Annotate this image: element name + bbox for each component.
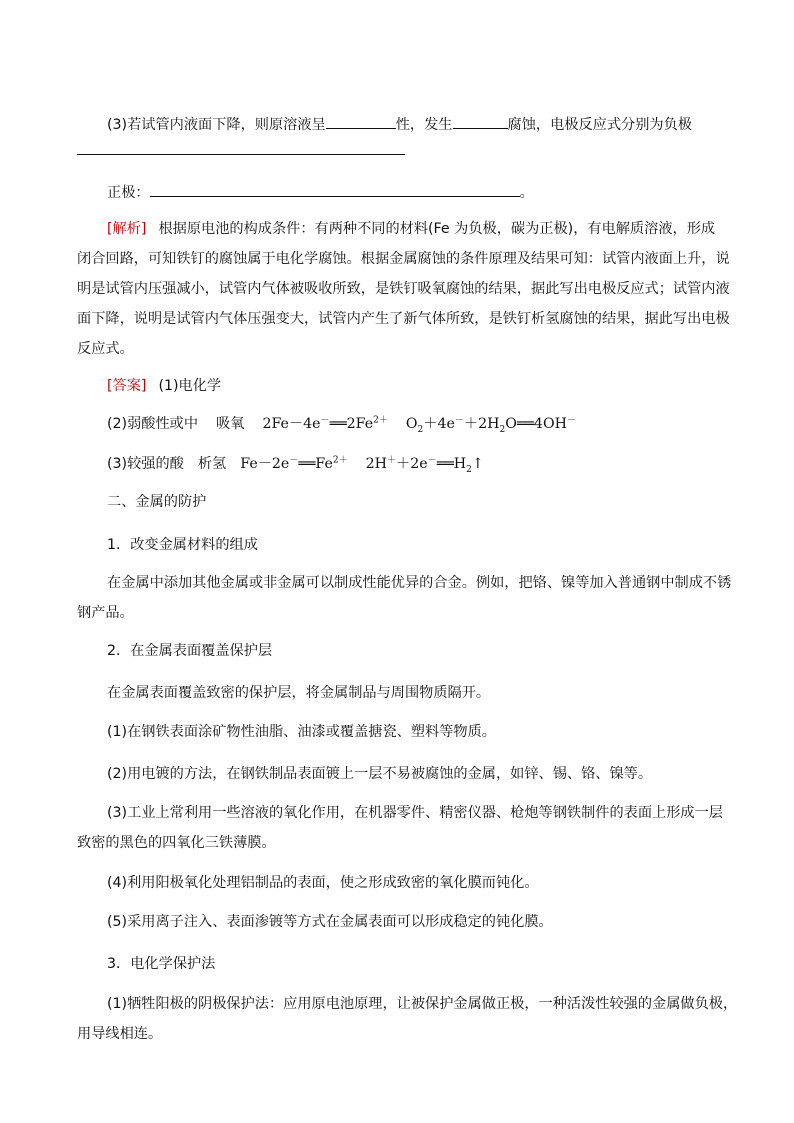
paragraph-line: 在金属表面覆盖致密的保护层，将金属制品与周围物质隔开。 <box>107 685 491 701</box>
answer-text: (3)较强的酸 <box>107 456 184 472</box>
heading-3: 3．电化学保护法 <box>107 956 216 972</box>
answer-blank-negative[interactable] <box>77 154 405 155</box>
positive-label: 正极： <box>107 185 150 201</box>
answer-line-1 <box>107 376 724 396</box>
list-item: (1)在钢铁表面涂矿物性油脂、油漆或覆盖搪瓷、塑料等物质。 <box>107 724 496 740</box>
answer-line-2 <box>107 414 724 434</box>
list-item: (5)采用离子注入、表面渗镀等方式在金属表面可以形成稳定的钝化膜。 <box>107 914 553 930</box>
section-title: 二、金属的防护 <box>107 494 207 510</box>
question-3-text: (3)若试管内液面下降，则原溶液呈 <box>107 117 326 133</box>
analysis-line: 明是试管内压强减小，试管内气体被吸收所致，是铁钉吸氧腐蚀的结果，据此写出电极反应式；试管内液 <box>77 281 730 297</box>
list-item-continuation: 用导线相连。 <box>77 1026 163 1042</box>
answer-text: (2)弱酸性或中 <box>107 416 199 432</box>
question-3-text: 腐蚀，电极反应式分别为负极 <box>507 117 692 133</box>
analysis-text: 根据原电池的构成条件：有两种不同的材料(Fe 为负极，碳为正极)，有电解质溶液，形成 <box>158 221 716 237</box>
question-3-text: 性，发生 <box>395 117 453 133</box>
list-item: (4)利用阳极氧化处理铝制品的表面，使之形成致密的氧化膜而钝化。 <box>107 875 539 891</box>
equation-positive: $2H^++2e^-══H_2↑$ <box>365 455 484 475</box>
paragraph-line: 在金属中添加其他金属或非金属可以制成性能优异的合金。例如，把铬、镍等加入普通钢中制成不锈 <box>107 575 732 591</box>
equation-negative: $2Fe-4e^-══2Fe^{2+}$ <box>262 415 388 432</box>
answer-line-3 <box>107 454 724 474</box>
answer-text: (1)电化学 <box>158 378 222 394</box>
list-item: (2)用电镀的方法，在钢铁制品表面镀上一层不易被腐蚀的金属，如锌、锡、铬、镍等。 <box>107 766 653 782</box>
list-item-continuation: 致密的黑色的四氧化三铁薄膜。 <box>77 835 276 851</box>
list-item: (1)牺牲阳极的阴极保护法：应用原电池原理，让被保护金属做正极，一种活泼性较强的金属做负极， <box>107 996 738 1012</box>
period: 。 <box>519 185 534 201</box>
heading-2: 2．在金属表面覆盖保护层 <box>107 643 273 659</box>
heading-1: 1．改变金属材料的组成 <box>107 537 258 553</box>
answer-text: 析氢 <box>197 456 227 472</box>
question-3 <box>107 114 724 135</box>
answer-blank-positive[interactable] <box>150 182 520 197</box>
paragraph-line: 钢产品。 <box>77 605 134 621</box>
equation-positive: $O_2+4e^-+2H_2O══4OH^-$ <box>405 415 576 435</box>
fill-blank[interactable] <box>453 114 508 129</box>
list-item: (3)工业上常利用一些溶液的氧化作用，在机器零件、精密仪器、枪炮等钢铁制件的表面上形成一层 <box>107 805 723 821</box>
answer-text: 吸氧 <box>216 416 245 432</box>
question-3-positive <box>107 182 724 203</box>
analysis-line: 闭合回路，可知铁钉的腐蚀属于电化学腐蚀。根据金属腐蚀的条件原理及结果可知：试管内液面上升，说 <box>77 251 730 267</box>
analysis-tag: [解析] <box>107 221 147 237</box>
answer-tag: [答案] <box>107 378 147 394</box>
analysis-line: 面下降，说明是试管内气体压强变大，试管内产生了新气体所致，是铁钉析氢腐蚀的结果，据此写出电极 <box>77 311 730 327</box>
analysis-line <box>107 219 724 239</box>
analysis-line: 反应式。 <box>77 341 134 357</box>
fill-blank[interactable] <box>326 114 396 129</box>
equation-negative: $Fe-2e^-══Fe^{2+}$ <box>240 455 348 472</box>
